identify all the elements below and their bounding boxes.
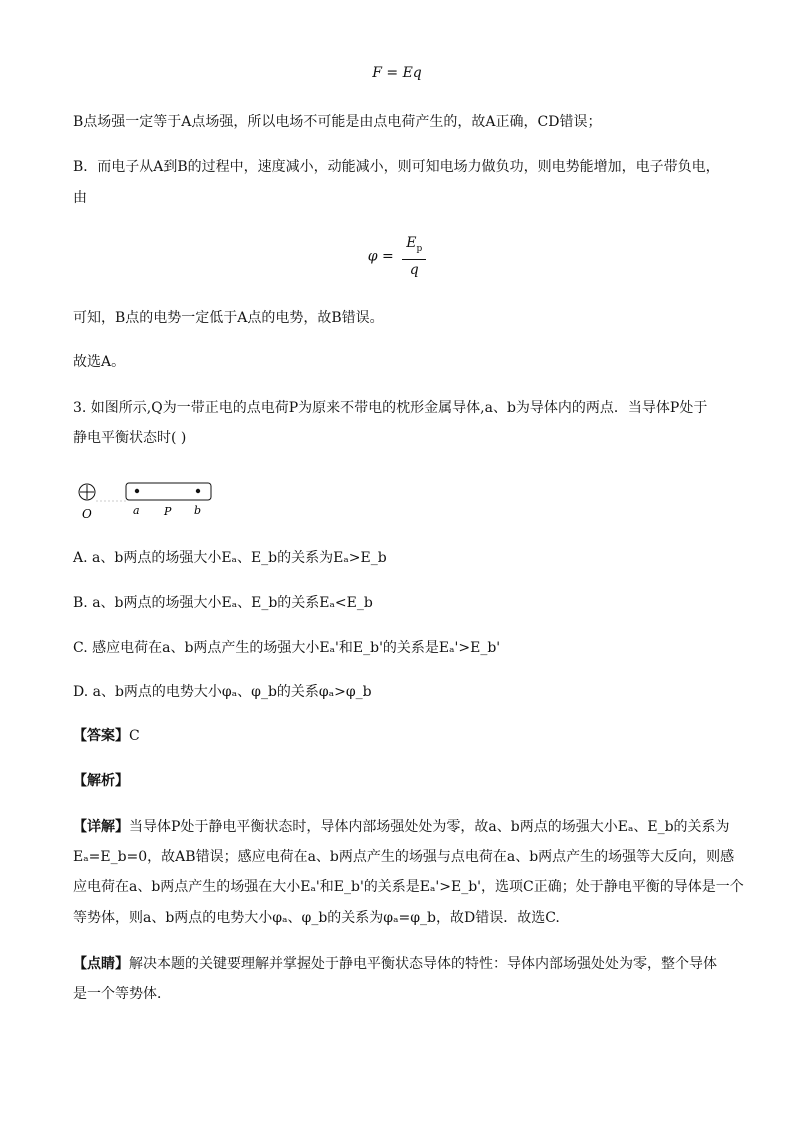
formula-force <box>0 65 794 81</box>
point-a-label: a <box>133 504 140 517</box>
comment-line: 是一个等势体． <box>73 986 171 1002</box>
option-c: C. 感应电荷在a、b两点产生的场强大小Eₐ'和E_b'的关系是Eₐ'>E_b' <box>73 640 501 656</box>
answer-tag: 【答案】 <box>73 728 129 744</box>
formula-potential <box>0 234 794 279</box>
answer-line <box>73 726 733 746</box>
denominator: q <box>409 261 419 278</box>
numerator-subscript: p <box>416 243 423 254</box>
numerator: E <box>406 235 417 251</box>
text-line: 由 <box>73 190 87 206</box>
question-3-stem: 3. 如图所示,Q为一带正电的点电荷P为原来不带电的枕形金属导体,a、b为导体内的两点．当导体P处于 <box>73 400 708 416</box>
question-3-stem: 静电平衡状态时( ) <box>73 430 187 446</box>
formula-lhs: F <box>372 65 382 81</box>
formula-eq: = <box>377 248 399 265</box>
point-b-label: b <box>194 504 202 517</box>
detail-line: 等势体，则a、b两点的电势大小φₐ、φ_b的关系为φₐ=φ_b，故D错误．故选C. <box>73 910 560 926</box>
answer-value: C <box>129 728 140 744</box>
fraction <box>402 234 426 279</box>
detail-tag: 【详解】 <box>73 819 129 835</box>
comment-line <box>73 954 733 974</box>
formula-rhs: Eq <box>402 65 422 81</box>
conductor-label: P <box>164 505 172 518</box>
text-line: 故选A。 <box>73 354 126 370</box>
detail-line: 应电荷在a、b两点产生的场强在大小Eₐ'和E_b'的关系是Eₐ'>E_b'，选项C正确；处于静电平衡的导体是一个 <box>73 879 744 895</box>
option-d: D. a、b两点的电势大小φₐ、φ_b的关系φₐ>φ_b <box>73 684 372 700</box>
text-line: 可知，B点的电势一定低于A点的电势，故B错误。 <box>73 310 384 326</box>
formula-eq: = <box>381 65 403 81</box>
analysis-tag <box>73 771 733 791</box>
formula-lhs: φ <box>367 248 378 265</box>
text-line: B点场强一定等于A点场强，所以电场不可能是由点电荷产生的，故A正确，CD错误； <box>73 114 602 130</box>
point-a-dot <box>135 489 139 493</box>
analysis-tag-label: 【解析】 <box>73 773 129 789</box>
point-b-dot <box>196 489 200 493</box>
detail-line: Eₐ=E_b=0，故AB错误；感应电荷在a、b两点产生的场强与点电荷在a、b两点产生的场强等大反向，则感 <box>73 849 735 865</box>
charge-conductor-diagram <box>74 480 234 525</box>
text-line: B．而电子从A到B的过程中，速度减小，动能减小，则可知电场力做负功，则电势能增加，电子带负电， <box>73 159 720 175</box>
charge-label: O <box>82 507 92 521</box>
option-a: A. a、b两点的场强大小Eₐ、E_b的关系为Eₐ>E_b <box>73 550 387 566</box>
comment-tag: 【点睛】 <box>73 956 129 972</box>
option-b: B. a、b两点的场强大小Eₐ、E_b的关系Eₐ<E_b <box>73 595 373 611</box>
detail-line <box>73 817 733 837</box>
detail-text: 当导体P处于静电平衡状态时，导体内部场强处处为零，故a、b两点的场强大小Eₐ、E_b的关系为 <box>129 819 730 835</box>
comment-text: 解决本题的关键要理解并掌握处于静电平衡状态导体的特性：导体内部场强处处为零，整个导体 <box>129 956 717 972</box>
